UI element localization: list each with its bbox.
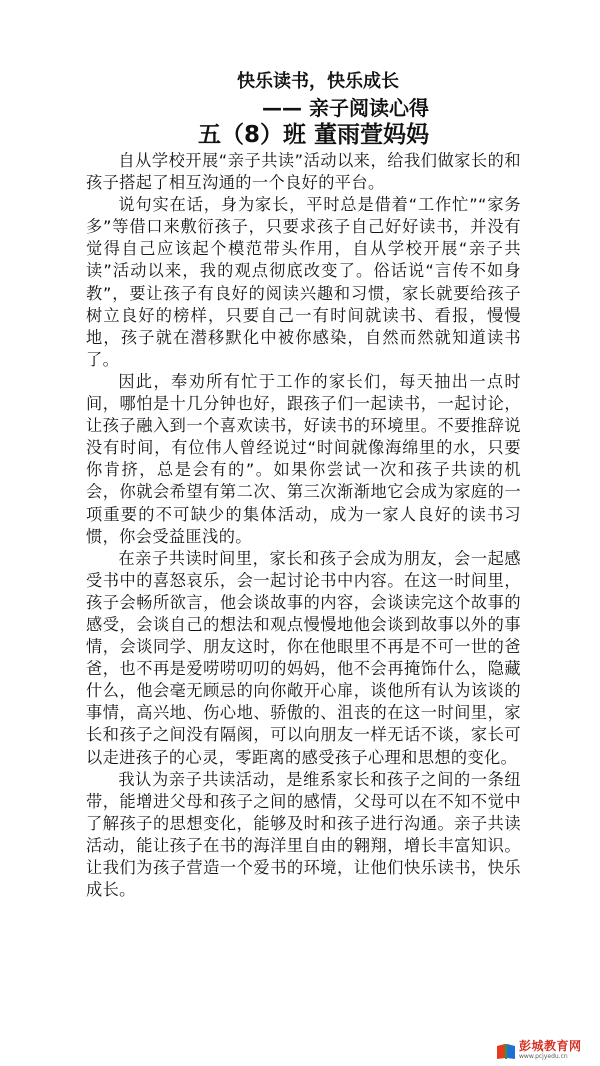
paragraph-2: 说句实在话，身为家长，平时总是借着“工作忙”“家务多”等借口来敷衍孩子，只要求孩子自己好好读书，并没有觉得自己应该起个模范带头作用，自从学校开展“亲子共读”活动以来，我的观点彻底改变了。俗话说“言传不如身教”，要让孩子有良好的阅读兴趣和习惯，家长就要给孩子树立良好的榜样，只要自己一有时间就读书、看报，慢慢地，孩子就在潜移默化中被你感染，自然而然就知道读书了。 <box>86 195 521 369</box>
document-subtitle: —— 亲子阅读心得 <box>262 96 429 120</box>
watermark-name: 彭城教育网 <box>519 1039 582 1053</box>
document-title: 快乐读书，快乐成长 <box>237 71 399 92</box>
paragraph-1: 自从学校开展“亲子共读”活动以来，给我们做家长的和孩子搭起了相互沟通的一个良好的平台。 <box>86 151 521 193</box>
watermark-url: www.pcjyedu.cn <box>519 1053 568 1060</box>
document-author: 五（8）班 董雨萱妈妈 <box>198 122 430 148</box>
paragraph-4: 在亲子共读时间里，家长和孩子会成为朋友，会一起感受书中的喜怒哀乐，会一起讨论书中内容。在这一时间里，孩子会畅所欲言，他会谈故事的内容，会谈读完这个故事的感受，会谈自己的想法和观点慢慢地他会谈到故事以外的事情，会谈同学、朋友这时，你在他眼里不再是不可一世的爸爸，也不再是爱唠唠叨叨的妈妈，他不会再掩饰什么，隐藏什么，他会毫无顾忌的向你敞开心扉，谈他所有认为该谈的事情，高兴地、伤心地、骄傲的、沮丧的在这一时间里，家长和孩子之间没有隔阂，可以向朋友一样无话不谈，家长可以走进孩子的心灵，零距离的感受孩子心理和思想的变化。 <box>86 548 521 767</box>
paragraph-3: 因此，奉劝所有忙于工作的家长们，每天抽出一点时间，哪怕是十几分钟也好，跟孩子们一起读书，一起讨论，让孩子融入到一个喜欢读书，好读书的环境里。不要推辞说没有时间，有位伟人曾经说过“时间就像海绵里的水，只要你肯挤，总是会有的”。如果你尝试一次和孩子共读的机会，你就会希望有第二次、第三次渐渐地它会成为家庭的一项重要的不可缺少的集体活动，成为一家人良好的读书习惯，你会受益匪浅的。 <box>86 371 521 546</box>
paragraph-5: 我认为亲子共读活动，是维系家长和孩子之间的一条纽带，能增进父母和孩子之间的感情，父母可以在不知不觉中了解孩子的思想变化，能够及时和孩子进行沟通。亲子共读活动，能让孩子在书的海洋里自由的翱翔，增长丰富知识。让我们为孩子营造一个爱书的环境，让他们快乐读书，快乐成长。 <box>86 769 521 900</box>
document-body <box>86 150 521 901</box>
open-book-icon <box>496 1041 516 1061</box>
watermark-logo <box>496 1038 596 1064</box>
